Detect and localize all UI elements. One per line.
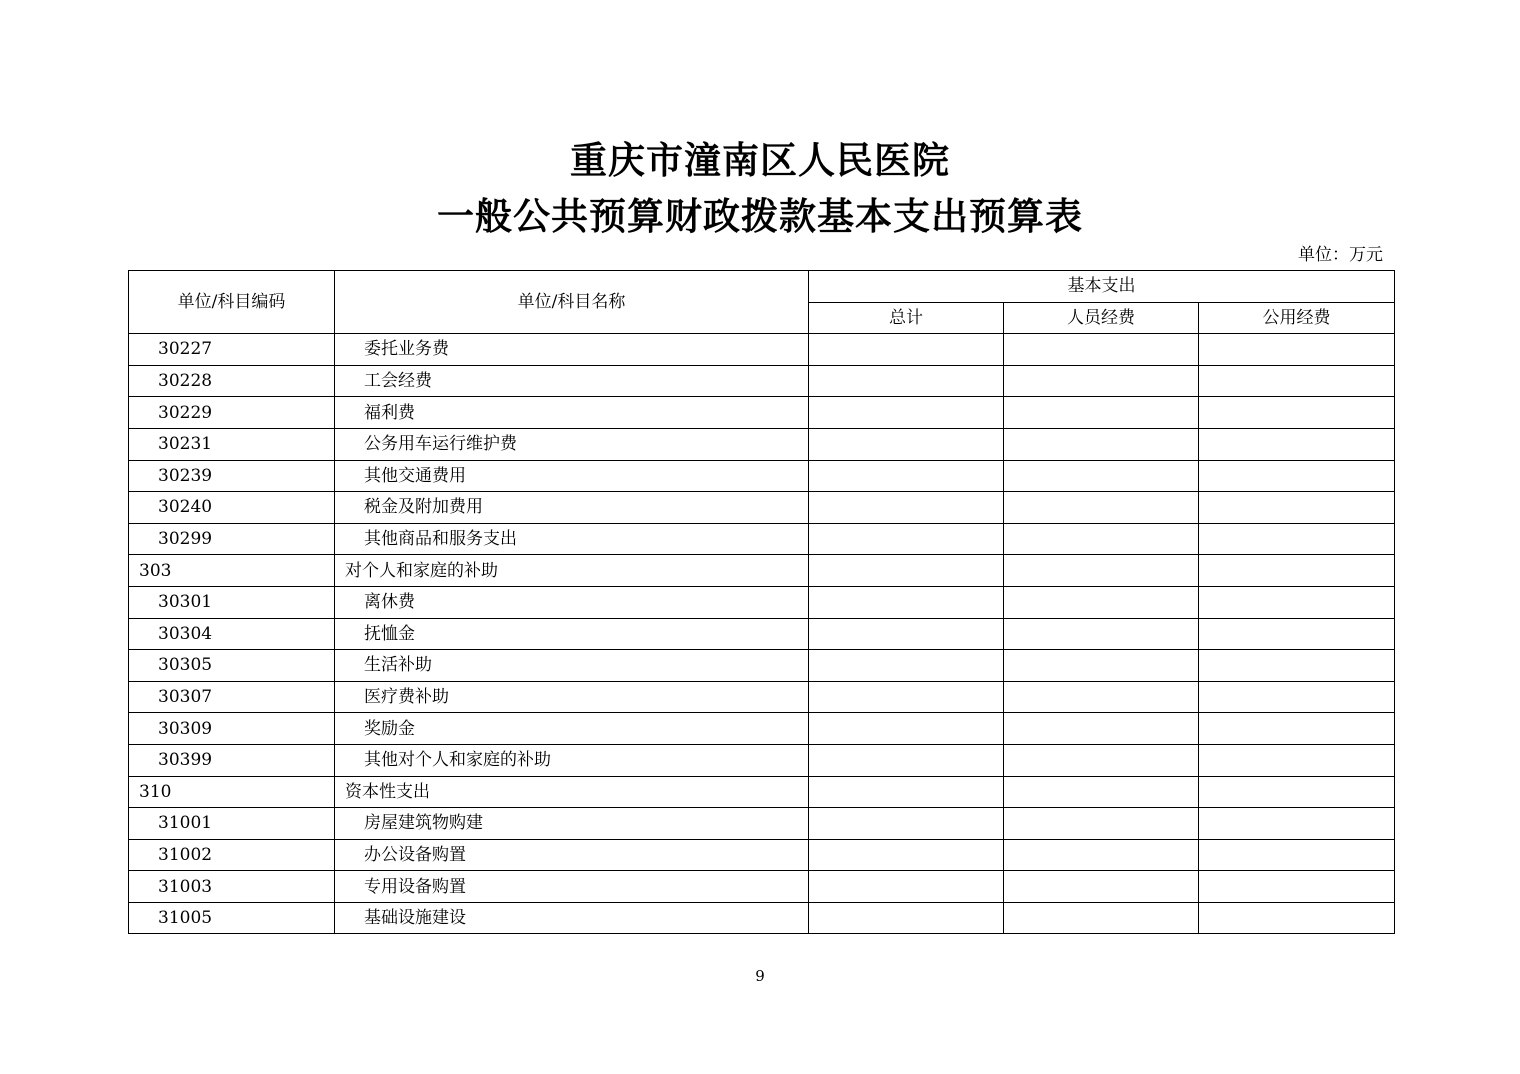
cell-code: 30399 — [129, 744, 335, 776]
table-row — [129, 808, 1395, 840]
cell-personnel — [1004, 460, 1199, 492]
table-row — [129, 871, 1395, 903]
table-row — [129, 586, 1395, 618]
cell-personnel — [1004, 555, 1199, 587]
cell-personnel — [1004, 397, 1199, 429]
page-number: 9 — [755, 967, 765, 985]
cell-public — [1199, 365, 1395, 397]
cell-name: 生活补助 — [335, 650, 809, 682]
table-row — [129, 618, 1395, 650]
cell-personnel — [1004, 428, 1199, 460]
cell-public — [1199, 618, 1395, 650]
document-subtitle: 一般公共预算财政拨款基本支出预算表 — [437, 194, 1083, 238]
table-row — [129, 744, 1395, 776]
header-total: 总计 — [809, 302, 1004, 334]
table-body — [129, 334, 1395, 934]
header-public: 公用经费 — [1199, 302, 1395, 334]
cell-personnel — [1004, 334, 1199, 366]
budget-table — [128, 270, 1395, 934]
cell-name: 离休费 — [335, 586, 809, 618]
cell-total — [809, 713, 1004, 745]
cell-total — [809, 365, 1004, 397]
cell-name: 奖励金 — [335, 713, 809, 745]
cell-name: 工会经费 — [335, 365, 809, 397]
cell-code: 30305 — [129, 650, 335, 682]
cell-public — [1199, 586, 1395, 618]
cell-name: 基础设施建设 — [335, 902, 809, 934]
cell-name: 其他对个人和家庭的补助 — [335, 744, 809, 776]
cell-code: 30227 — [129, 334, 335, 366]
table-row — [129, 555, 1395, 587]
cell-personnel — [1004, 681, 1199, 713]
table-row — [129, 397, 1395, 429]
cell-code: 31001 — [129, 808, 335, 840]
cell-total — [809, 555, 1004, 587]
cell-code: 30307 — [129, 681, 335, 713]
cell-total — [809, 618, 1004, 650]
table-row — [129, 839, 1395, 871]
cell-personnel — [1004, 650, 1199, 682]
cell-code: 310 — [129, 776, 335, 808]
cell-name: 房屋建筑物购建 — [335, 808, 809, 840]
cell-public — [1199, 460, 1395, 492]
cell-personnel — [1004, 618, 1199, 650]
cell-personnel — [1004, 871, 1199, 903]
cell-code: 31002 — [129, 839, 335, 871]
cell-total — [809, 839, 1004, 871]
cell-code: 303 — [129, 555, 335, 587]
cell-public — [1199, 871, 1395, 903]
header-code: 单位/科目编码 — [129, 271, 335, 334]
cell-total — [809, 681, 1004, 713]
cell-total — [809, 902, 1004, 934]
cell-public — [1199, 808, 1395, 840]
cell-total — [809, 397, 1004, 429]
cell-name: 抚恤金 — [335, 618, 809, 650]
cell-name: 资本性支出 — [335, 776, 809, 808]
cell-name: 办公设备购置 — [335, 839, 809, 871]
cell-public — [1199, 523, 1395, 555]
cell-personnel — [1004, 492, 1199, 524]
cell-code: 31005 — [129, 902, 335, 934]
cell-code: 30309 — [129, 713, 335, 745]
cell-personnel — [1004, 713, 1199, 745]
table-row — [129, 365, 1395, 397]
cell-personnel — [1004, 839, 1199, 871]
cell-name: 其他交通费用 — [335, 460, 809, 492]
unit-label: 单位：万元 — [1298, 245, 1383, 265]
cell-personnel — [1004, 586, 1199, 618]
cell-public — [1199, 744, 1395, 776]
header-personnel: 人员经费 — [1004, 302, 1199, 334]
cell-public — [1199, 397, 1395, 429]
cell-total — [809, 460, 1004, 492]
cell-total — [809, 744, 1004, 776]
table-row — [129, 681, 1395, 713]
cell-public — [1199, 555, 1395, 587]
cell-public — [1199, 776, 1395, 808]
cell-code: 30301 — [129, 586, 335, 618]
cell-total — [809, 334, 1004, 366]
table-row — [129, 650, 1395, 682]
cell-code: 30228 — [129, 365, 335, 397]
table-row — [129, 776, 1395, 808]
cell-public — [1199, 428, 1395, 460]
cell-code: 30299 — [129, 523, 335, 555]
document-title: 重庆市潼南区人民医院 — [570, 138, 950, 182]
cell-total — [809, 523, 1004, 555]
cell-total — [809, 428, 1004, 460]
cell-name: 对个人和家庭的补助 — [335, 555, 809, 587]
cell-code: 30304 — [129, 618, 335, 650]
cell-public — [1199, 839, 1395, 871]
cell-name: 医疗费补助 — [335, 681, 809, 713]
cell-personnel — [1004, 808, 1199, 840]
cell-name: 福利费 — [335, 397, 809, 429]
cell-code: 30229 — [129, 397, 335, 429]
cell-public — [1199, 902, 1395, 934]
cell-total — [809, 871, 1004, 903]
cell-personnel — [1004, 365, 1199, 397]
table-row — [129, 428, 1395, 460]
table-row — [129, 902, 1395, 934]
cell-code: 30240 — [129, 492, 335, 524]
cell-total — [809, 492, 1004, 524]
cell-name: 公务用车运行维护费 — [335, 428, 809, 460]
cell-public — [1199, 713, 1395, 745]
cell-name: 专用设备购置 — [335, 871, 809, 903]
cell-total — [809, 808, 1004, 840]
cell-public — [1199, 492, 1395, 524]
cell-name: 其他商品和服务支出 — [335, 523, 809, 555]
cell-total — [809, 650, 1004, 682]
cell-public — [1199, 650, 1395, 682]
cell-public — [1199, 681, 1395, 713]
cell-personnel — [1004, 902, 1199, 934]
cell-code: 30231 — [129, 428, 335, 460]
cell-personnel — [1004, 744, 1199, 776]
cell-public — [1199, 334, 1395, 366]
cell-code: 30239 — [129, 460, 335, 492]
cell-total — [809, 776, 1004, 808]
table-row — [129, 334, 1395, 366]
table-row — [129, 460, 1395, 492]
table-row — [129, 523, 1395, 555]
cell-name: 税金及附加费用 — [335, 492, 809, 524]
cell-name: 委托业务费 — [335, 334, 809, 366]
cell-personnel — [1004, 523, 1199, 555]
table-row — [129, 713, 1395, 745]
header-basic-expenditure: 基本支出 — [809, 271, 1395, 303]
header-name: 单位/科目名称 — [335, 271, 809, 334]
cell-personnel — [1004, 776, 1199, 808]
table-row — [129, 492, 1395, 524]
cell-code: 31003 — [129, 871, 335, 903]
cell-total — [809, 586, 1004, 618]
